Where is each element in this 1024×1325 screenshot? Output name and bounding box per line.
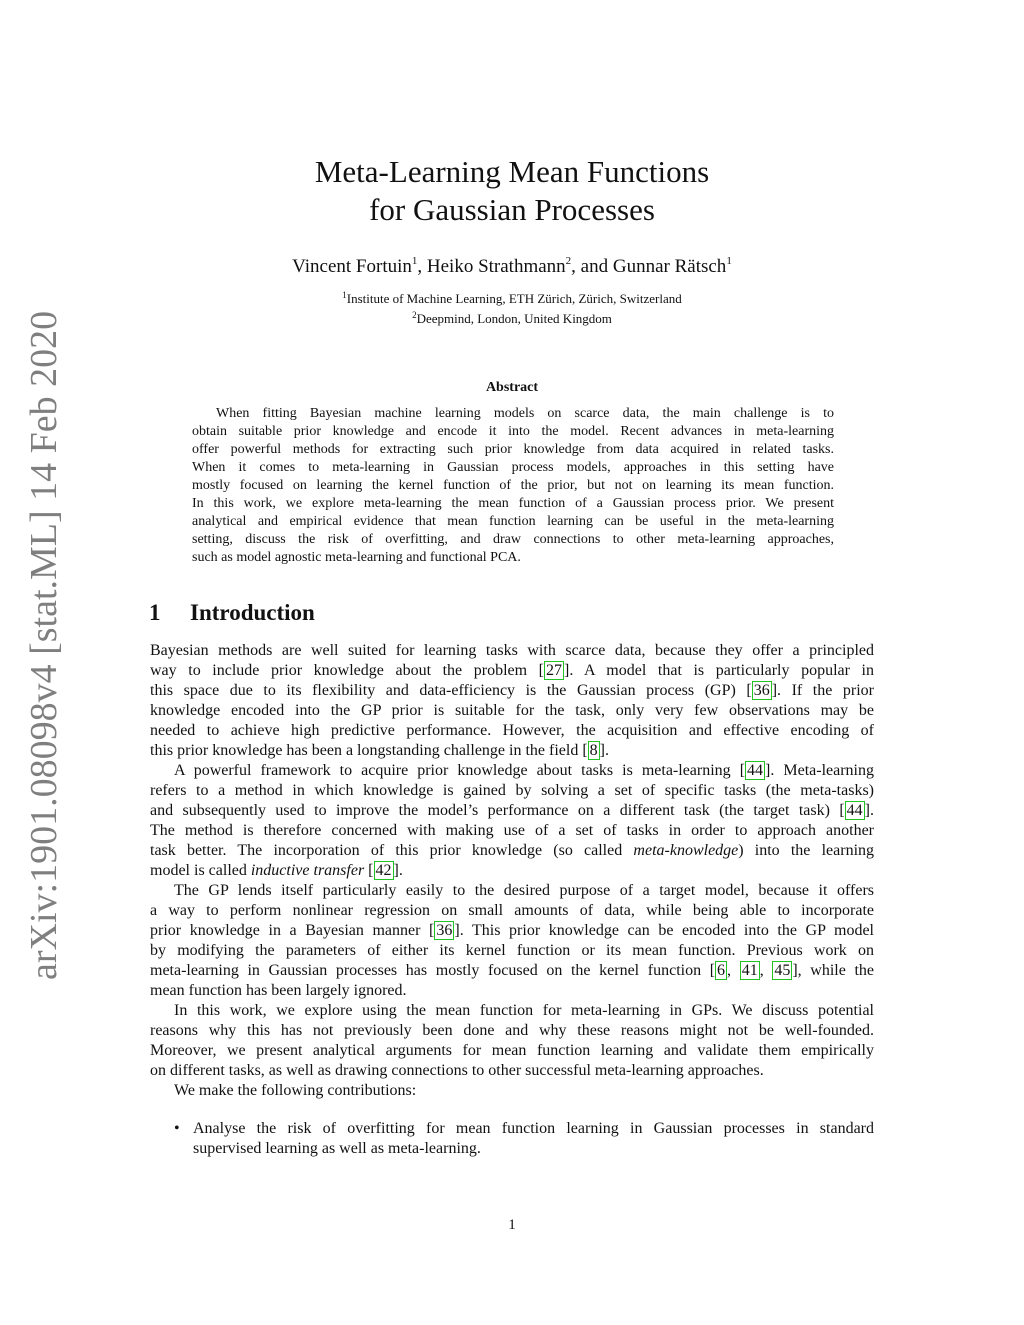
citation-link[interactable]: 41: [741, 962, 758, 979]
citation-link[interactable]: 27: [546, 662, 562, 679]
paper-title: [0, 153, 1024, 229]
body-text: [150, 641, 874, 1101]
body-line: a way to perform nonlinear regression on small amounts of data, while being able to incorporate: [150, 902, 874, 919]
body-line: A powerful framework to acquire prior knowledge about tasks is meta-learning [ 44 ]. Meta-learning: [174, 762, 875, 779]
body-line: meta-learning in Gaussian processes has mostly focused on the kernel function [ 6 , 41 , 45 ], while the: [150, 962, 875, 979]
body-line: mean function has been largely ignored.: [150, 982, 407, 999]
citation-link[interactable]: 45: [774, 962, 791, 979]
citation-link[interactable]: 8: [589, 742, 598, 759]
body-line: The GP lends itself particularly easily to the desired purpose of a target model, because it offers: [174, 882, 874, 899]
body-line: prior knowledge in a Bayesian manner [ 36 ]. This prior knowledge can be encoded into the GP model: [150, 922, 874, 939]
abstract-heading: Abstract: [485, 380, 539, 395]
citation-link[interactable]: 42: [375, 862, 392, 879]
affiliation-marker: 1: [411, 255, 418, 267]
section-title: Introduction: [190, 600, 315, 625]
author-name: Gunnar Rätsch: [612, 256, 727, 277]
body-line: The method is therefore concerned with making use of a set of tasks in order to approach another: [150, 822, 874, 839]
body-line: task better. The incorporation of this prior knowledge (so called meta-knowledge) into the learning: [150, 842, 875, 859]
abstract-line: setting, discuss the risk of overfitting, and draw connections to other meta-learning approaches,: [192, 532, 834, 547]
affiliation-marker: 2: [565, 255, 572, 267]
list-item-line: supervised learning as well as meta-learning.: [193, 1140, 481, 1157]
body-line: this prior knowledge has been a longstanding challenge in the field [ 8 ].: [150, 742, 609, 759]
body-line: reasons why this has not previously been done and why these reasons might not be well-founded.: [150, 1022, 874, 1039]
abstract-body: [192, 405, 834, 567]
author-separator: ,: [417, 256, 427, 277]
abstract-line: analytical and empirical evidence that mean function learning can be useful in the meta-learning: [192, 514, 834, 529]
citation-link[interactable]: 36: [753, 682, 770, 699]
abstract-line: When it comes to meta-learning in Gaussian process models, approaches in this setting have: [192, 460, 834, 475]
contribution-list: [150, 1119, 874, 1159]
abstract-line: offer powerful methods for extracting such prior knowledge from data acquired in related tasks.: [192, 442, 834, 457]
citation-link[interactable]: 6: [717, 962, 726, 979]
body-line: and subsequently used to improve the model’s performance on a different task (the target task) [ 44 ].: [150, 802, 874, 819]
citation-link[interactable]: 44: [747, 762, 764, 779]
list-item: [150, 1119, 874, 1159]
author-separator: , and: [571, 256, 613, 277]
affiliation-marker: 2: [412, 310, 417, 320]
abstract-line: In this work, we explore meta-learning the mean function of a Gaussian process prior. We present: [192, 496, 834, 511]
body-line: model is called inductive transfer [ 42 ].: [150, 862, 403, 879]
body-line: knowledge encoded into the GP prior is suitable for the task, only very few observations may be: [150, 702, 874, 719]
body-line: needed to achieve high predictive performance. However, the acquisition and effective encoding of: [150, 722, 874, 739]
body-line: this space due to its flexibility and data-efficiency is the Gaussian process (GP) [ 36 ]. If the prior: [150, 682, 875, 699]
author-list: [0, 248, 1024, 280]
list-item-line: Analyse the risk of overfitting for mean function learning in Gaussian processes in standard: [193, 1120, 874, 1137]
abstract-line: When fitting Bayesian machine learning models on scarce data, the main challenge is to: [216, 406, 834, 421]
affiliation-text: Institute of Machine Learning, ETH Zürich, Zürich, Switzerland: [346, 291, 682, 306]
body-line: Bayesian methods are well suited for learning tasks with scarce data, because they offer a principled: [150, 642, 874, 659]
author-name: Vincent Fortuin: [292, 256, 412, 277]
abstract-line: obtain suitable prior knowledge and encode it into the model. Recent advances in meta-learning: [192, 424, 834, 439]
affiliation-marker: 1: [726, 255, 732, 267]
body-line: by modifying the parameters of either its kernel function or its mean function. Previous work on: [150, 942, 874, 959]
section-number: 1: [149, 600, 161, 625]
affiliation-text: Deepmind, London, United Kingdom: [416, 311, 612, 326]
section-heading: [149, 598, 315, 628]
affiliation: [0, 287, 1024, 307]
author-name: Heiko Strathmann: [426, 256, 566, 277]
body-line: We make the following contributions:: [174, 1082, 417, 1099]
arxiv-identifier: arXiv:1901.08098v4 [stat.ML] 14 Feb 2020: [23, 310, 65, 980]
body-line: Moreover, we present analytical arguments for mean function learning and validate them empirically: [150, 1042, 874, 1059]
body-line: In this work, we explore using the mean function for meta-learning in GPs. We discuss potential: [174, 1002, 874, 1019]
bullet-icon: •: [174, 1120, 180, 1137]
title-line-1: Meta-Learning Mean Functions: [314, 154, 710, 189]
page-number: 1: [508, 1217, 516, 1233]
citation-link[interactable]: 44: [846, 802, 863, 819]
abstract-line: mostly focused on learning the kernel function of the prior, but not on learning its mean function.: [192, 478, 834, 493]
affiliation-marker: 1: [342, 290, 347, 300]
body-line: way to include prior knowledge about the problem [ 27 ]. A model that is particularly popular in: [150, 662, 874, 679]
body-line: refers to a method in which knowledge is gained by solving a set of specific tasks (the meta-tasks): [150, 782, 874, 799]
citation-link[interactable]: 36: [436, 922, 453, 939]
body-line: on different tasks, as well as drawing connections to other successful meta-learning approaches.: [150, 1062, 764, 1079]
affiliation: [0, 307, 1024, 327]
affiliation-list: [0, 287, 1024, 327]
abstract-line: such as model agnostic meta-learning and functional PCA.: [192, 550, 521, 565]
title-line-2: for Gaussian Processes: [369, 192, 655, 227]
